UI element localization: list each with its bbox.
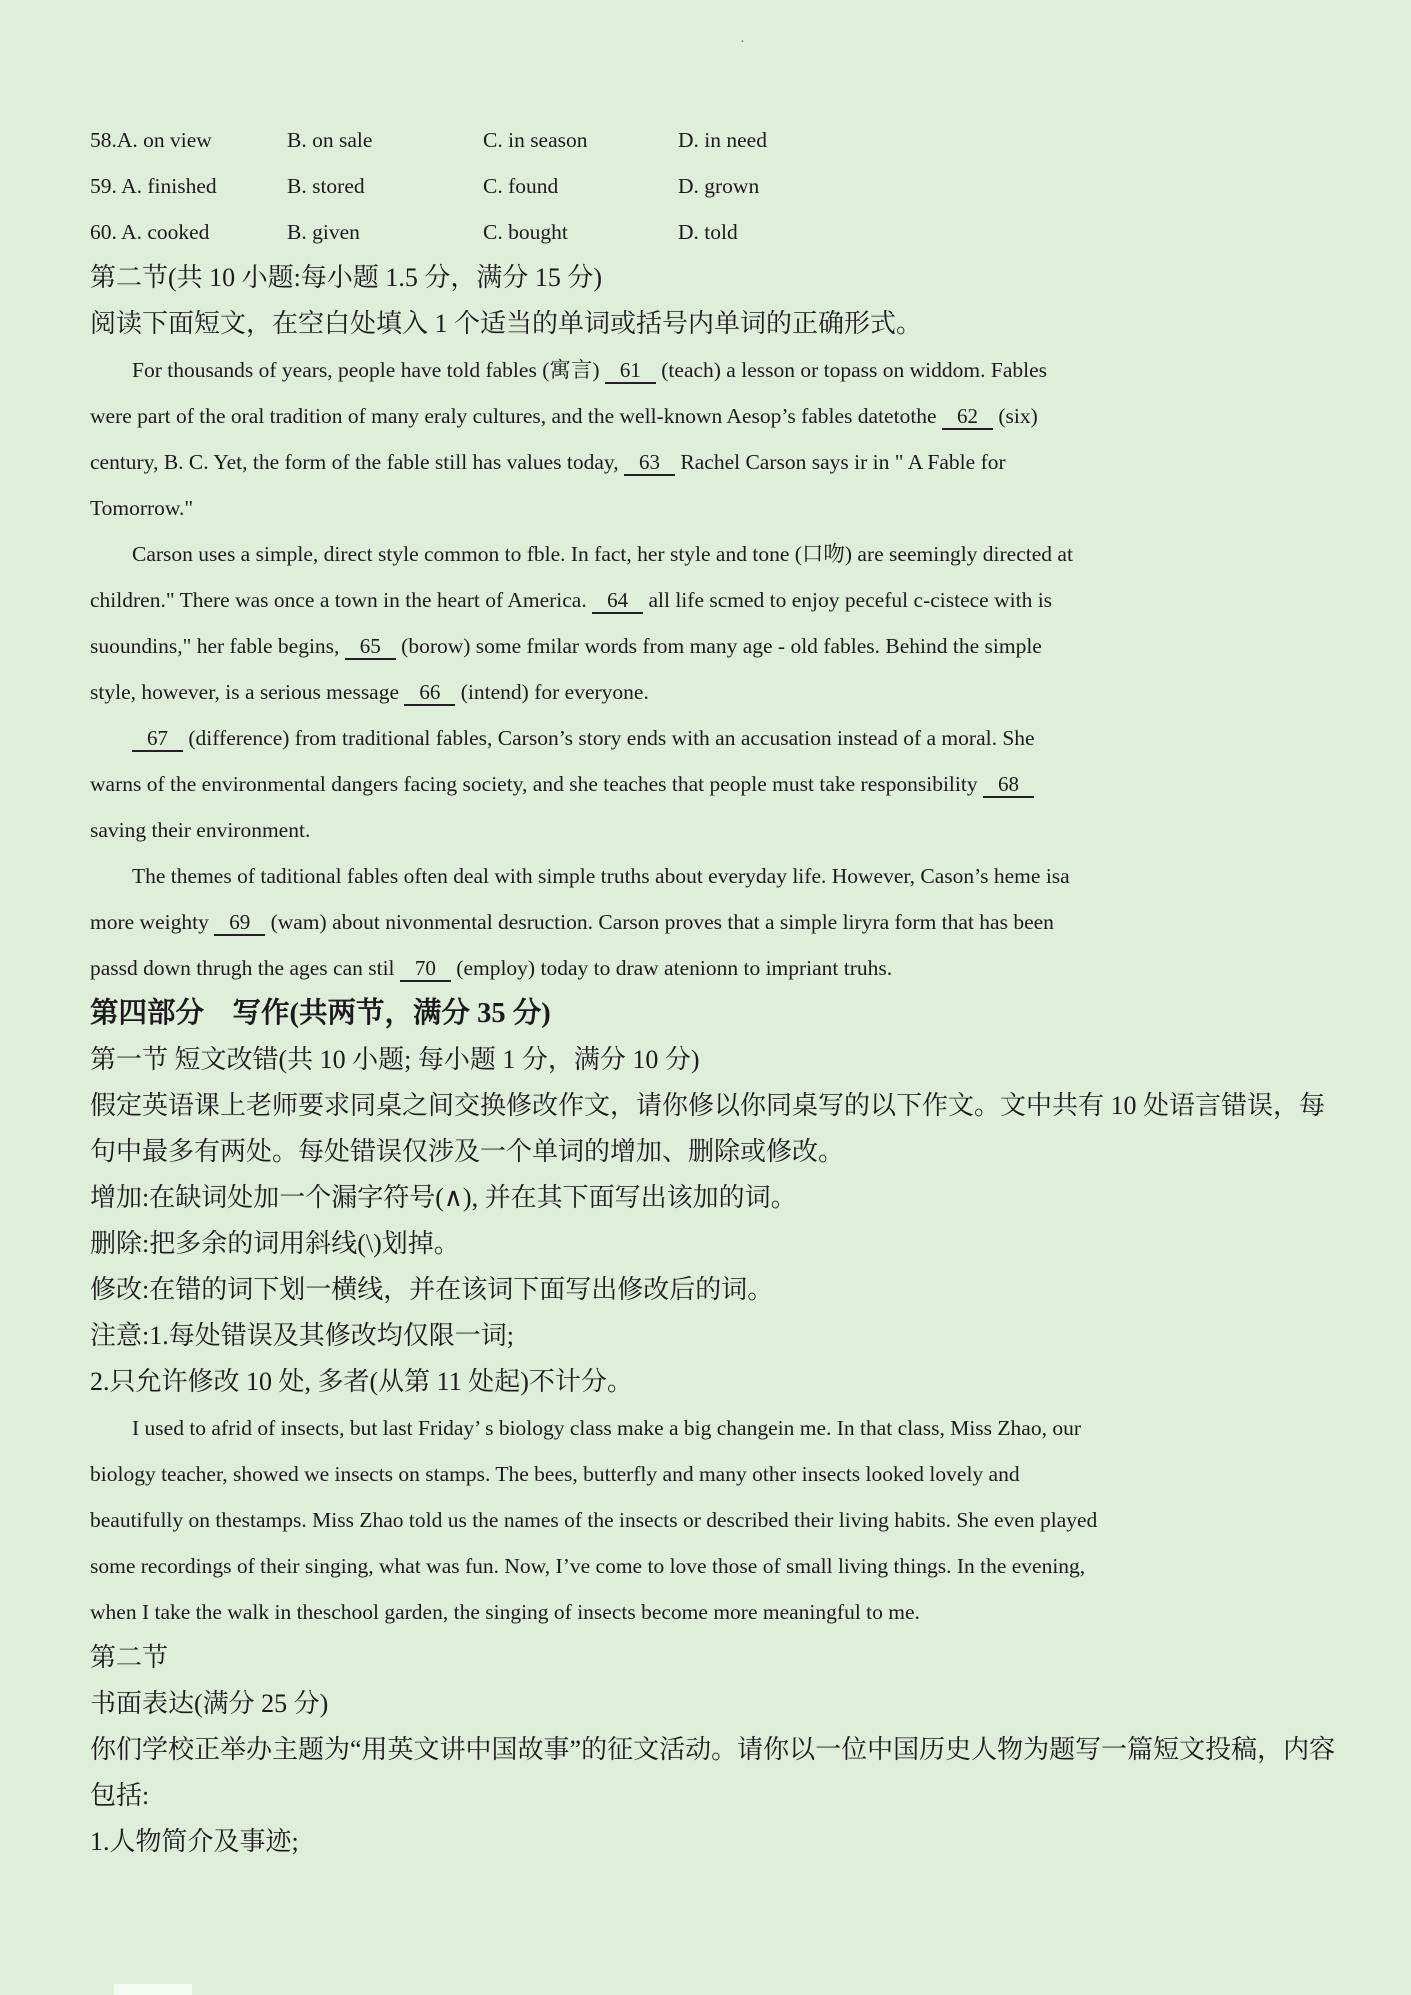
cloze-line: suoundins," her fable begins, 65 (borow) some fmilar words from many age - old fables. Behind the simple: [90, 634, 1042, 658]
cloze-blank-65: 65: [345, 634, 396, 660]
correction-rule-add: 增加:在缺词处加一个漏字符号(∧), 并在其下面写出该加的词。: [90, 1183, 797, 1212]
correction-instruction: 假定英语课上老师要求同桌之间交换修改作文，请你修以你同桌写的以下作文。文中共有 10 处语言错误，每: [90, 1091, 1326, 1120]
cloze-line: warns of the environmental dangers facing society, and she teaches that people must take responsibility 68: [90, 761, 1335, 807]
essay-line: beautifully on thestamps. Miss Zhao told us the names of the insects or described their living habits. She even played: [90, 1508, 1098, 1532]
option-row: [90, 209, 1335, 255]
cloze-line: passd down thrugh the ages can stil 70 (employ) today to draw atenionn to impriant truhs.: [90, 956, 893, 980]
cloze-blank-67: 67: [132, 726, 183, 752]
option-cell: C. found: [483, 174, 559, 198]
cloze-blank-68: 68: [983, 772, 1034, 798]
mc-options-block: [90, 117, 1335, 255]
cloze-blank-62: 62: [942, 404, 993, 430]
cloze-line: Carson uses a simple, direct style common to fble. In fact, her style and tone (口吻) are seemingly directed at: [132, 542, 1073, 566]
cloze-section-heading: 第二节(共 10 小题:每小题 1.5 分，满分 15 分): [90, 263, 603, 292]
part4-heading: 第四部分 写作(共两节，满分 35 分): [90, 998, 551, 1029]
cloze-line: children." There was once a town in the heart of America. 64 all life scmed to enjoy peceful c-cistece with is: [90, 588, 1053, 612]
essay-line: I used to afrid of insects, but last Friday’ s biology class make a big changein me. In that class, Miss Zhao, our: [132, 1416, 1081, 1440]
written-expression-heading: 书面表达(满分 25 分): [90, 1689, 329, 1718]
page-corner-dot: ·: [740, 34, 745, 50]
written-expression-point-1: 1.人物简介及事迹;: [90, 1827, 299, 1856]
cloze-blank-64: 64: [592, 588, 643, 614]
written-expression-prompt: 包括:: [90, 1781, 150, 1810]
cloze-line: century, B. C. Yet, the form of the fable still has values today, 63 Rachel Carson says ir in " A Fable for: [90, 450, 1006, 474]
option-cell: D. in need: [678, 128, 767, 152]
correction-section-heading: 第一节 短文改错(共 10 小题; 每小题 1 分，满分 10 分): [90, 1045, 700, 1074]
document-body: [90, 117, 1335, 1865]
cloze-blank-61: 61: [605, 358, 656, 384]
essay-line: some recordings of their singing, what was fun. Now, I’ve come to love those of small living things. In the evening,: [90, 1554, 1086, 1578]
essay-line: biology teacher, showed we insects on stamps. The bees, butterfly and many other insects looked lovely and: [90, 1462, 1020, 1486]
correction-note-1: 注意:1.每处错误及其修改均仅限一词;: [90, 1321, 514, 1350]
option-cell: C. bought: [483, 220, 568, 244]
cloze-line: For thousands of years, people have told fables (寓言) 61 (teach) a lesson or topass on widdom. Fables: [132, 358, 1047, 382]
option-cell: 58.A. on view: [90, 128, 212, 152]
cloze-line: were part of the oral tradition of many eraly cultures, and the well-known Aesop’s fables datetothe 62 (six): [90, 404, 1038, 428]
option-cell: B. on sale: [287, 128, 373, 152]
cloze-line: saving their environment.: [90, 818, 311, 842]
cloze-line: style, however, is a serious message 66 (intend) for everyone.: [90, 680, 649, 704]
option-cell: D. grown: [678, 174, 760, 198]
cloze-blank-63: 63: [624, 450, 675, 476]
option-cell: 59. A. finished: [90, 174, 217, 198]
cloze-blank-66: 66: [404, 680, 455, 706]
correction-instruction: 句中最多有两处。每处错误仅涉及一个单词的增加、删除或修改。: [90, 1137, 845, 1166]
correction-note-2: 2.只允许修改 10 处, 多者(从第 11 处起)不计分。: [90, 1367, 633, 1396]
option-row: [90, 117, 1335, 163]
cloze-blank-69: 69: [214, 910, 265, 936]
writing-section: [90, 991, 1335, 1865]
writing-section2-label: 第二节: [90, 1643, 169, 1672]
option-cell: B. stored: [287, 174, 365, 198]
cloze-instruction: 阅读下面短文，在空白处填入 1 个适当的单词或括号内单词的正确形式。: [90, 309, 923, 338]
cloze-line: more weighty 69 (wam) about nivonmental desruction. Carson proves that a simple liryra form that has been: [90, 910, 1054, 934]
option-cell: 60. A. cooked: [90, 220, 210, 244]
cloze-blank-70: 70: [400, 956, 451, 982]
cloze-line: Tomorrow.": [90, 496, 194, 520]
option-row: [90, 163, 1335, 209]
cloze-section: [90, 255, 1335, 991]
correction-rule-delete: 删除:把多余的词用斜线(\)划掉。: [90, 1229, 460, 1258]
option-cell: B. given: [287, 220, 360, 244]
option-cell: C. in season: [483, 128, 588, 152]
bottom-watermark: [114, 1984, 192, 1995]
written-expression-prompt: 你们学校正举办主题为“用英文讲中国故事”的征文活动。请你以一位中国历史人物为题写一篇短文投稿，内容: [90, 1735, 1336, 1764]
cloze-line: 67 (difference) from traditional fables, Carson’s story ends with an accusation instead of a moral. She: [90, 715, 1335, 761]
cloze-line: The themes of taditional fables often deal with simple truths about everyday life. However, Cason’s heme isa: [132, 864, 1070, 888]
option-cell: D. told: [678, 220, 738, 244]
essay-line: when I take the walk in theschool garden, the singing of insects become more meaningful to me.: [90, 1600, 920, 1624]
correction-rule-modify: 修改:在错的词下划一横线，并在该词下面写出修改后的词。: [90, 1275, 774, 1304]
